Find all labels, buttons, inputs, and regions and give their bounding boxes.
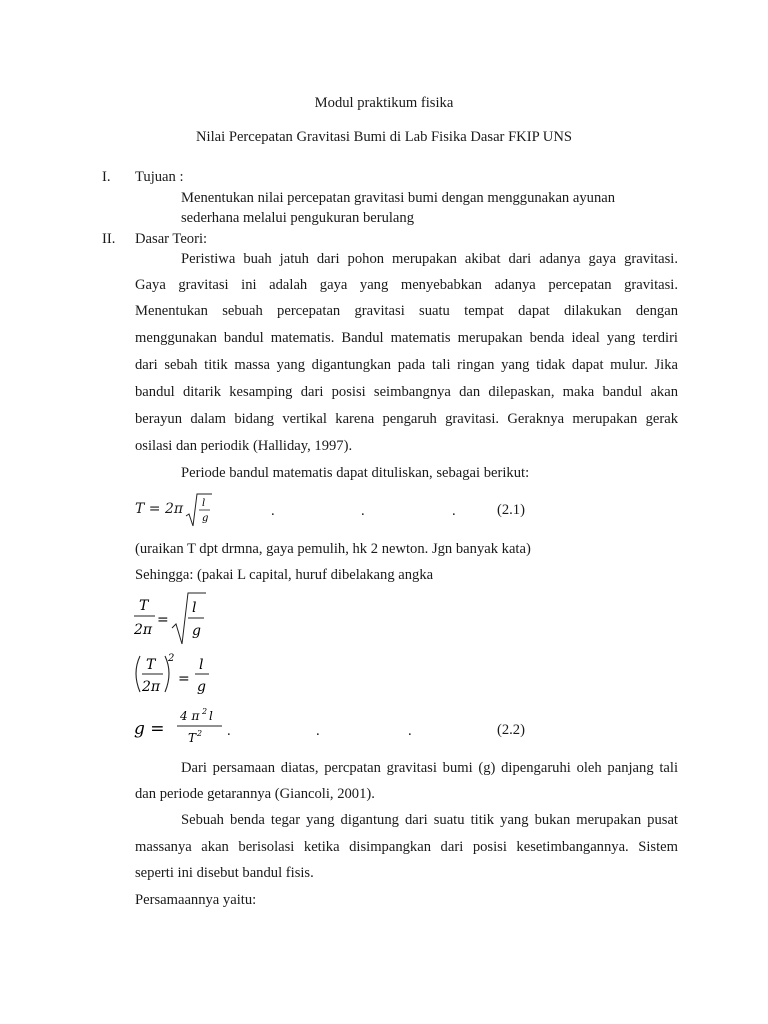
eqb-eq: = xyxy=(178,671,190,687)
equation-dot: . xyxy=(271,503,275,519)
paragraph-line: Dari persamaan diatas, percpatan gravitasi bumi (g) dipengaruhi oleh panjang tali xyxy=(181,760,678,776)
eq2-num-exp: 2 xyxy=(202,707,208,716)
eqa-rnum: l xyxy=(192,600,197,616)
eqa-num: T xyxy=(139,598,149,614)
section-numeral-2: II. xyxy=(102,231,116,247)
eq2-lhs: g = xyxy=(134,719,165,739)
eqb-rnum: l xyxy=(199,657,204,673)
eq1-num: l xyxy=(202,498,206,509)
equation-dot: . xyxy=(361,503,365,519)
note-line: Sehingga: (pakai L capital, huruf dibelakang angka xyxy=(135,567,434,583)
equation-dot: . xyxy=(408,723,412,739)
paragraph-line: berayun dalam bidang vertikal karena pengaruh gravitasi. Geraknya merupakan gerak xyxy=(135,411,678,427)
eqa-den: 2π xyxy=(134,622,153,638)
eq2-den-var: T xyxy=(188,731,197,745)
tujuan-text-line: sederhana melalui pengukuran berulang xyxy=(181,210,415,226)
equation-2-1-sqrt xyxy=(184,492,214,528)
paragraph-line: Menentukan sebuah percepatan gravitasi suatu tempat dapat dilakukan dengan xyxy=(135,303,678,319)
equation-dot: . xyxy=(316,723,320,739)
paragraph-line: bandul ditarik kesamping dari posisi seimbangnya dan dilepaskan, maka bandul akan xyxy=(135,384,678,400)
equation-2-1-label: (2.1) xyxy=(497,502,525,518)
tujuan-text-line: Menentukan nilai percepatan gravitasi bumi dengan menggunakan ayunan xyxy=(181,190,616,206)
equation-2-2-label: (2.2) xyxy=(497,722,525,738)
equation-dot: . xyxy=(227,723,231,739)
paragraph-line: menggunakan bandul matematis. Bandul matematis merupakan benda ideal yang terdiri xyxy=(135,330,678,346)
eqb-rden: g xyxy=(197,679,206,695)
eq2-den-exp: 2 xyxy=(197,729,203,738)
equation-2-2 xyxy=(132,704,232,748)
paragraph-line: Periode bandul matematis dapat dituliskan, sebagai berikut: xyxy=(181,465,530,481)
paragraph-line: Peristiwa buah jatuh dari pohon merupakan akibat dari adanya gaya gravitasi. xyxy=(181,251,678,267)
document-title: Nilai Percepatan Gravitasi Bumi di Lab Fisika Dasar FKIP UNS xyxy=(196,129,572,145)
section-numeral-1: I. xyxy=(102,169,111,185)
eq2-num-var: l xyxy=(209,709,213,723)
eq2-num-coef: 4 π xyxy=(180,709,200,723)
paragraph-line: massanya akan berisolasi ketika disimpangkan dari posisi kesetimbangannya. Sistem xyxy=(135,839,678,855)
note-line: (uraikan T dpt drmna, gaya pemulih, hk 2 newton. Jgn banyak kata) xyxy=(135,541,531,557)
equation-b xyxy=(130,650,220,700)
eqb-den: 2π xyxy=(142,679,161,695)
equation-a xyxy=(130,590,210,646)
paragraph-line: osilasi dan periodik (Halliday, 1997). xyxy=(135,438,353,454)
paragraph-line: Gaya gravitasi ini adalah gaya yang menyebabkan adanya percepatan gravitasi. xyxy=(135,277,678,293)
paragraph-line: dari sebah titik massa yang digantungkan pada tali ringan yang tidak dapat mulur. Jika xyxy=(135,357,678,373)
equation-2-1-lhs: T = 2π xyxy=(135,501,184,517)
paragraph-line: Sebuah benda tegar yang digantung dari suatu titik yang bukan merupakan pusat xyxy=(181,812,678,828)
eqb-num: T xyxy=(146,657,156,673)
eq1-den: g xyxy=(202,513,209,524)
eqb-power: 2 xyxy=(168,653,175,664)
section-heading-tujuan: Tujuan : xyxy=(135,169,184,185)
paragraph-line: Persamaannya yaitu: xyxy=(135,892,257,908)
paragraph-line: seperti ini disebut bandul fisis. xyxy=(135,865,314,881)
paragraph-line: dan periode getarannya (Giancoli, 2001). xyxy=(135,786,375,802)
eqa-rden: g xyxy=(192,623,201,639)
equation-dot: . xyxy=(452,503,456,519)
eqa-eq: = xyxy=(157,612,169,628)
section-heading-dasar-teori: Dasar Teori: xyxy=(135,231,208,247)
module-title: Modul praktikum fisika xyxy=(314,95,454,111)
